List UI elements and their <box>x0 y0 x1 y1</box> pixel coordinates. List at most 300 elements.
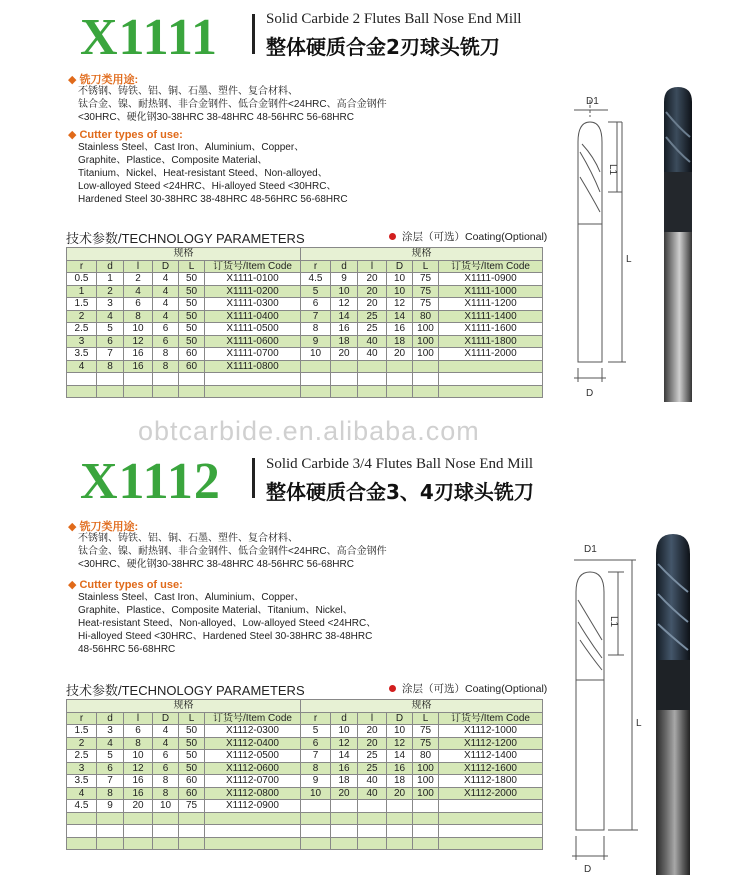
table-cell <box>67 837 97 850</box>
outline-tool-body <box>578 122 602 362</box>
table-cell: X1111-0700 <box>205 348 301 361</box>
table-cell: 3 <box>67 335 97 348</box>
table-row <box>67 775 543 788</box>
column-header: d <box>97 712 124 725</box>
cn-use-line: <30HRC、硬化钢30-38HRC 38-48HRC 48-56HRC 56-68HRC <box>78 112 354 123</box>
spec-table <box>66 699 543 850</box>
table-cell <box>179 812 205 825</box>
table-cell: 80 <box>413 310 439 323</box>
table-cell <box>301 837 331 850</box>
table-cell: 6 <box>97 762 124 775</box>
table-cell: 8 <box>97 787 124 800</box>
table-cell: 2 <box>97 285 124 298</box>
cn-use-list <box>78 85 387 124</box>
table-cell: 4.5 <box>301 273 331 286</box>
table-cell <box>153 385 179 398</box>
table-row <box>67 360 543 373</box>
tool-neck <box>656 660 690 710</box>
table-cell: 10 <box>387 285 413 298</box>
table-cell: 20 <box>358 298 387 311</box>
table-cell: 100 <box>413 323 439 336</box>
table-cell: 25 <box>358 310 387 323</box>
table-cell: 6 <box>153 323 179 336</box>
outline-flute-2 <box>580 177 600 212</box>
table-cell: X1112-0600 <box>205 762 301 775</box>
table-cell <box>124 825 153 838</box>
table-cell: 1 <box>97 273 124 286</box>
table-cell: 75 <box>413 273 439 286</box>
en-use-line: Heat-resistant Steed、Non-alloyed、Low-alloyed Steed <24HRC、 <box>78 618 377 629</box>
table-cell: 18 <box>331 335 358 348</box>
table-row <box>67 825 543 838</box>
table-cell <box>387 373 413 386</box>
coating-dot-icon <box>389 685 396 692</box>
label-d: D <box>584 864 592 875</box>
table-cell <box>331 812 358 825</box>
label-l1: L1 <box>608 616 619 628</box>
table-cell <box>331 373 358 386</box>
table-cell: 6 <box>301 298 331 311</box>
coating-note: 涂层（可选）Coating(Optional) <box>389 229 547 244</box>
coating-dot-icon <box>389 233 396 240</box>
table-header-row <box>67 260 543 273</box>
table-cell: 16 <box>124 775 153 788</box>
table-cell: 7 <box>301 310 331 323</box>
title-divider <box>252 14 255 54</box>
table-row <box>67 725 543 738</box>
en-use-list <box>78 141 348 206</box>
column-header: L <box>413 712 439 725</box>
table-cell <box>387 812 413 825</box>
table-cell: X1112-1600 <box>439 762 543 775</box>
table-cell <box>439 373 543 386</box>
table-cell: 6 <box>124 725 153 738</box>
column-header: L <box>179 712 205 725</box>
column-header: r <box>301 260 331 273</box>
table-cell: 2.5 <box>67 750 97 763</box>
column-header: d <box>97 260 124 273</box>
table-cell: X1112-0300 <box>205 725 301 738</box>
table-cell <box>67 385 97 398</box>
table-cell <box>387 385 413 398</box>
table-cell: 16 <box>124 360 153 373</box>
table-cell <box>97 385 124 398</box>
table-spec-row <box>67 248 543 261</box>
table-cell <box>358 837 387 850</box>
table-cell <box>205 373 301 386</box>
table-cell: 0.5 <box>67 273 97 286</box>
table-cell: X1111-1200 <box>439 298 543 311</box>
table-cell: 3 <box>97 298 124 311</box>
table-cell <box>67 373 97 386</box>
en-use-list <box>78 591 376 656</box>
end-mill-diagram <box>560 82 710 412</box>
column-header: l <box>124 260 153 273</box>
spec-label-cell: 规格 <box>67 700 301 713</box>
outline-flute-3 <box>580 640 602 670</box>
outline-drawing <box>574 100 626 382</box>
cn-use-heading: ◆ 铣刀类用途: <box>68 74 139 86</box>
product-title-cn: 整体硬质合金2刃球头铣刀 <box>266 35 500 59</box>
table-cell: 14 <box>331 310 358 323</box>
table-cell <box>179 373 205 386</box>
table-cell: 1 <box>67 285 97 298</box>
table-cell: X1112-1800 <box>439 775 543 788</box>
tech-params-title: 技术参数/TECHNOLOGY PARAMETERS <box>66 683 305 698</box>
table-cell <box>439 837 543 850</box>
table-row <box>67 787 543 800</box>
model-number: X1112 <box>80 453 221 510</box>
table-cell: 50 <box>179 762 205 775</box>
table-row <box>67 310 543 323</box>
table-cell: 5 <box>301 285 331 298</box>
table-cell: 10 <box>387 273 413 286</box>
cn-use-list <box>78 532 387 571</box>
table-row <box>67 385 543 398</box>
table-cell: 20 <box>124 800 153 813</box>
table-cell: 75 <box>413 725 439 738</box>
table-cell: 8 <box>301 323 331 336</box>
table-cell: 9 <box>301 775 331 788</box>
table-cell: 9 <box>301 335 331 348</box>
column-header: 订货号/Item Code <box>205 712 301 725</box>
table-cell: X1111-0100 <box>205 273 301 286</box>
table-cell <box>97 812 124 825</box>
table-cell: 40 <box>358 775 387 788</box>
table-cell: 20 <box>387 348 413 361</box>
table-cell: X1112-1200 <box>439 737 543 750</box>
table-cell: X1112-0700 <box>205 775 301 788</box>
table-cell <box>153 812 179 825</box>
table-row <box>67 812 543 825</box>
table-cell <box>124 373 153 386</box>
table-cell: 6 <box>301 737 331 750</box>
cn-use-line: 不锈钢、铸铁、铝、铜、石墨、塑件、复合材料、 <box>78 533 298 544</box>
table-cell: 60 <box>179 775 205 788</box>
table-cell <box>331 837 358 850</box>
table-row <box>67 348 543 361</box>
table-cell: 75 <box>413 285 439 298</box>
table-cell: 5 <box>97 323 124 336</box>
table-cell: 2.5 <box>67 323 97 336</box>
model-number: X1111 <box>80 9 218 66</box>
table-cell: 8 <box>153 360 179 373</box>
table-cell <box>205 385 301 398</box>
table-cell <box>358 825 387 838</box>
table-cell: 75 <box>413 737 439 750</box>
table-cell: 20 <box>358 273 387 286</box>
table-cell: 8 <box>97 360 124 373</box>
table-cell <box>387 360 413 373</box>
table-cell: 10 <box>124 750 153 763</box>
table-cell: 6 <box>124 298 153 311</box>
column-header: D <box>153 712 179 725</box>
table-cell: 4 <box>153 737 179 750</box>
table-cell <box>179 837 205 850</box>
table-cell: 3 <box>97 725 124 738</box>
table-header-row <box>67 712 543 725</box>
label-l: L <box>636 718 642 729</box>
table-cell: 1.5 <box>67 298 97 311</box>
table-cell <box>153 837 179 850</box>
table-cell: X1111-1600 <box>439 323 543 336</box>
table-cell: X1111-0200 <box>205 285 301 298</box>
column-header: L <box>179 260 205 273</box>
table-cell <box>124 812 153 825</box>
column-header: 订货号/Item Code <box>439 260 543 273</box>
table-cell: X1112-0800 <box>205 787 301 800</box>
table-cell: 2 <box>124 273 153 286</box>
table-cell: 18 <box>387 335 413 348</box>
column-header: l <box>358 712 387 725</box>
table-cell <box>387 825 413 838</box>
table-cell: 7 <box>301 750 331 763</box>
table-cell <box>124 385 153 398</box>
table-cell: 8 <box>153 775 179 788</box>
table-cell <box>179 385 205 398</box>
table-cell: 4 <box>67 360 97 373</box>
en-use-line: Hi-alloyed Steed <30HRC、Hardened Steel 30-38HRC 38-48HRC <box>78 631 373 642</box>
en-use-line: Stainless Steel、Cast Iron、Aluminium、Copper、 <box>78 592 305 603</box>
table-cell: X1111-0800 <box>205 360 301 373</box>
table-cell <box>179 825 205 838</box>
table-cell: 50 <box>179 737 205 750</box>
table-cell: 8 <box>124 310 153 323</box>
title-divider <box>252 458 255 498</box>
tech-params-title: 技术参数/TECHNOLOGY PARAMETERS <box>66 231 305 246</box>
column-header: D <box>387 260 413 273</box>
table-cell: 4 <box>153 725 179 738</box>
table-cell <box>439 825 543 838</box>
table-cell <box>413 360 439 373</box>
table-cell: 20 <box>358 737 387 750</box>
table-cell <box>413 373 439 386</box>
table-row <box>67 373 543 386</box>
table-cell: 50 <box>179 725 205 738</box>
table-cell: 60 <box>179 787 205 800</box>
table-cell: 3 <box>67 762 97 775</box>
table-cell: 10 <box>331 285 358 298</box>
table-cell <box>205 837 301 850</box>
table-cell: 4 <box>67 787 97 800</box>
outline-tool-body <box>576 572 604 830</box>
column-header: 订货号/Item Code <box>439 712 543 725</box>
spec-label-cell: 规格 <box>67 248 301 261</box>
cn-use-line: <30HRC、硬化钢30-38HRC 38-48HRC 48-56HRC 56-68HRC <box>78 559 354 570</box>
table-cell <box>439 800 543 813</box>
table-cell: X1111-1800 <box>439 335 543 348</box>
table-cell <box>153 825 179 838</box>
table-cell: 40 <box>358 348 387 361</box>
table-cell: 9 <box>331 273 358 286</box>
table-cell: 25 <box>358 323 387 336</box>
table-cell <box>301 812 331 825</box>
table-cell: 8 <box>153 787 179 800</box>
table-cell <box>358 385 387 398</box>
table-row <box>67 335 543 348</box>
watermark: obtcarbide.en.alibaba.com <box>138 416 480 446</box>
column-header: D <box>387 712 413 725</box>
table-cell: 25 <box>358 750 387 763</box>
table-row <box>67 762 543 775</box>
table-cell: 2 <box>67 310 97 323</box>
column-header: l <box>124 712 153 725</box>
table-cell: 50 <box>179 310 205 323</box>
table-row <box>67 800 543 813</box>
product-title-en: Solid Carbide 3/4 Flutes Ball Nose End Mill <box>266 456 534 472</box>
column-header: D <box>153 260 179 273</box>
table-cell: X1112-1000 <box>439 725 543 738</box>
table-cell: X1112-2000 <box>439 787 543 800</box>
tool-neck <box>664 172 692 232</box>
table-cell: 4 <box>153 298 179 311</box>
table-cell: 50 <box>179 323 205 336</box>
table-cell: X1111-0300 <box>205 298 301 311</box>
table-cell: 16 <box>124 787 153 800</box>
table-cell: 16 <box>387 323 413 336</box>
table-cell <box>301 800 331 813</box>
table-cell: 12 <box>331 737 358 750</box>
table-cell <box>413 385 439 398</box>
column-header: 订货号/Item Code <box>205 260 301 273</box>
en-use-heading: ◆ Cutter types of use: <box>68 579 183 591</box>
table-cell: 5 <box>97 750 124 763</box>
table-cell: 6 <box>153 762 179 775</box>
table-cell: 12 <box>124 335 153 348</box>
table-cell: 14 <box>331 750 358 763</box>
table-cell <box>358 800 387 813</box>
table-cell: 4.5 <box>67 800 97 813</box>
table-cell <box>301 373 331 386</box>
table-spec-row <box>67 700 543 713</box>
table-cell: 8 <box>153 348 179 361</box>
tool-photo <box>664 87 692 402</box>
table-row <box>67 298 543 311</box>
table-cell: 3.5 <box>67 775 97 788</box>
outline-flute-3 <box>582 144 600 172</box>
tool-shank <box>656 710 690 875</box>
table-cell <box>205 825 301 838</box>
product-title-en: Solid Carbide 2 Flutes Ball Nose End Mill <box>266 11 522 27</box>
table-cell: 4 <box>153 285 179 298</box>
table-row <box>67 737 543 750</box>
table-cell: 10 <box>331 725 358 738</box>
table-cell: 12 <box>387 298 413 311</box>
table-cell: 10 <box>153 800 179 813</box>
table-cell <box>331 800 358 813</box>
en-use-line: 48-56HRC 56-68HRC <box>78 644 176 655</box>
table-cell: 20 <box>387 787 413 800</box>
tool-shank <box>664 232 692 402</box>
table-cell: 40 <box>358 335 387 348</box>
table-cell: 25 <box>358 762 387 775</box>
spec-label-cell: 规格 <box>301 700 543 713</box>
table-cell: 20 <box>331 348 358 361</box>
table-cell: 4 <box>124 285 153 298</box>
table-cell: 3.5 <box>67 348 97 361</box>
outline-flute-1 <box>578 600 602 640</box>
table-cell: 18 <box>331 775 358 788</box>
table-cell: 10 <box>301 348 331 361</box>
table-cell <box>124 837 153 850</box>
table-cell: X1111-1400 <box>439 310 543 323</box>
label-d1: D1 <box>584 544 597 555</box>
table-cell: 50 <box>179 273 205 286</box>
table-cell: 12 <box>387 737 413 750</box>
table-cell: 80 <box>413 750 439 763</box>
table-cell <box>301 825 331 838</box>
table-cell <box>387 800 413 813</box>
column-header: L <box>413 260 439 273</box>
table-cell: 100 <box>413 335 439 348</box>
table-cell: 16 <box>331 762 358 775</box>
spec-label-cell: 规格 <box>301 248 543 261</box>
column-header: d <box>331 260 358 273</box>
cn-use-heading: ◆ 铣刀类用途: <box>68 521 139 533</box>
table-cell: 16 <box>124 348 153 361</box>
table-cell: X1111-2000 <box>439 348 543 361</box>
table-cell <box>413 837 439 850</box>
column-header: d <box>331 712 358 725</box>
table-cell <box>301 360 331 373</box>
outline-drawing <box>572 560 638 860</box>
en-use-line: Stainless Steel、Cast Iron、Aluminium、Copper、 <box>78 142 305 153</box>
outline-flute-1 <box>580 152 600 192</box>
table-cell: X1111-0400 <box>205 310 301 323</box>
en-use-line: Graphite、Plastice、Composite Material、 <box>78 155 268 166</box>
table-cell: 4 <box>97 310 124 323</box>
en-use-line: Hardened Steel 30-38HRC 38-48HRC 48-56HRC 56-68HRC <box>78 194 348 205</box>
table-cell <box>413 800 439 813</box>
table-cell: 12 <box>124 762 153 775</box>
table-cell <box>67 812 97 825</box>
column-header: r <box>301 712 331 725</box>
table-cell <box>153 373 179 386</box>
table-cell: 2 <box>67 737 97 750</box>
table-cell: X1112-0900 <box>205 800 301 813</box>
table-cell: 10 <box>301 787 331 800</box>
table-cell <box>439 360 543 373</box>
table-cell <box>358 373 387 386</box>
label-l1: L1 <box>607 164 618 176</box>
table-row <box>67 273 543 286</box>
table-cell: 50 <box>179 750 205 763</box>
table-cell: X1111-0500 <box>205 323 301 336</box>
table-cell: 20 <box>331 787 358 800</box>
table-cell <box>205 812 301 825</box>
table-cell: 4 <box>153 273 179 286</box>
table-cell <box>413 812 439 825</box>
spec-table <box>66 247 543 398</box>
table-cell: 40 <box>358 787 387 800</box>
table-cell: 18 <box>387 775 413 788</box>
table-cell: 75 <box>413 298 439 311</box>
table-row <box>67 837 543 850</box>
table-cell: 100 <box>413 348 439 361</box>
table-cell: X1111-0900 <box>439 273 543 286</box>
end-mill-diagram <box>560 530 710 880</box>
en-use-line: Graphite、Plastice、Composite Material、Titanium、Nickel、 <box>78 605 353 616</box>
en-use-line: Titanium、Nickel、Heat-resistant Steed、Non-alloyed、 <box>78 168 328 179</box>
table-cell: 50 <box>179 335 205 348</box>
table-cell: X1112-0500 <box>205 750 301 763</box>
table-cell: 5 <box>301 725 331 738</box>
table-cell <box>301 385 331 398</box>
table-cell <box>97 825 124 838</box>
table-cell: X1111-1000 <box>439 285 543 298</box>
table-cell <box>67 825 97 838</box>
table-cell: 100 <box>413 775 439 788</box>
